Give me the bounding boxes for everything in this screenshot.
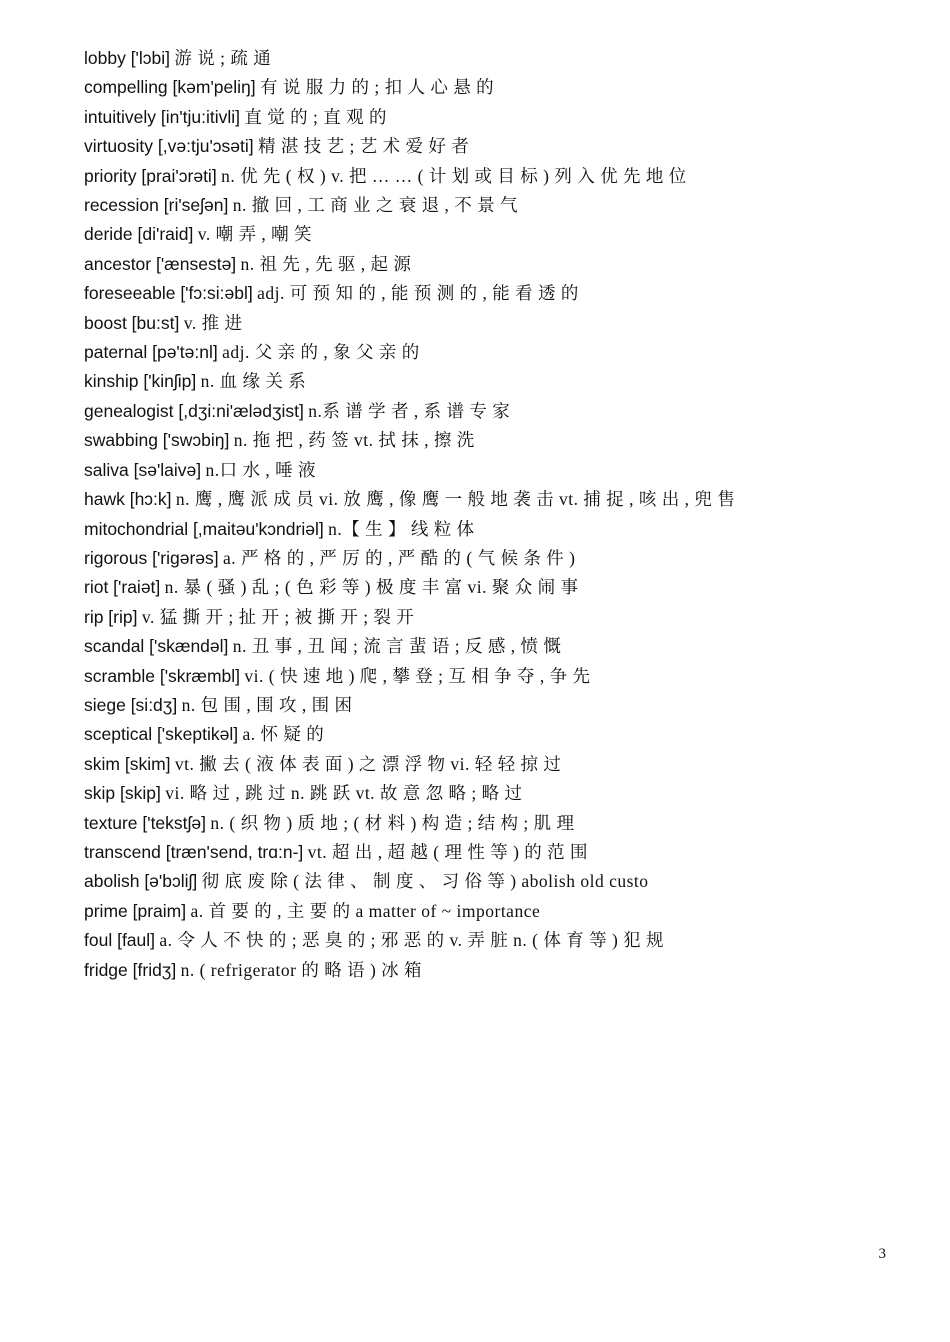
entry-headword: swabbing ['swɔbiŋ] xyxy=(84,430,230,451)
entry-definition: n. 撤 回 , 工 商 业 之 衰 退 , 不 景 气 xyxy=(232,195,518,216)
entry-headword: ancestor ['ænsestə] xyxy=(84,253,237,274)
entry-headword: scramble ['skræmbl] xyxy=(84,665,241,686)
entry-definition: n.口 水 , 唾 液 xyxy=(205,459,317,480)
entry-definition: vi. 略 过 , 跳 过 n. 跳 跃 vt. 故 意 忽 略 ; 略 过 xyxy=(165,783,523,804)
vocabulary-entry xyxy=(84,397,890,426)
entry-definition: v. 猛 撕 开 ; 扯 开 ; 被 撕 开 ; 裂 开 xyxy=(141,606,415,627)
entry-definition: v. 嘲 弄 , 嘲 笑 xyxy=(197,224,312,245)
entry-headword: hawk [hɔ:k] xyxy=(84,489,172,510)
vocabulary-entry xyxy=(84,44,890,73)
vocabulary-entry xyxy=(84,309,890,338)
vocabulary-entry xyxy=(84,426,890,455)
entry-headword: skim [skim] xyxy=(84,753,171,774)
entry-headword: prime [praim] xyxy=(84,900,187,921)
entry-definition: n. 拖 把 , 药 签 vt. 拭 抹 , 擦 洗 xyxy=(233,430,475,451)
vocabulary-entry xyxy=(84,720,890,749)
entry-definition: vt. 超 出 , 超 越 ( 理 性 等 ) 的 范 围 xyxy=(307,841,589,862)
vocabulary-entry xyxy=(84,573,890,602)
entry-definition: n. 优 先 ( 权 ) v. 把 … … ( 计 划 或 目 标 ) 列 入 优 先 地 位 xyxy=(221,165,687,186)
vocabulary-entry xyxy=(84,691,890,720)
vocabulary-entry xyxy=(84,279,890,308)
entry-headword: genealogist [,dʒi:ni'ælədʒist] xyxy=(84,400,304,421)
vocabulary-entry xyxy=(84,191,890,220)
vocabulary-entry xyxy=(84,779,890,808)
entry-headword: transcend [træn'send, trɑ:n-] xyxy=(84,841,304,862)
entry-headword: compelling [kəm'peliŋ] xyxy=(84,77,256,98)
entry-definition: n. ( 织 物 ) 质 地 ; ( 材 料 ) 构 造 ; 结 构 ; 肌 理 xyxy=(210,812,575,833)
vocabulary-list xyxy=(84,44,890,985)
entry-headword: siege [si:dʒ] xyxy=(84,694,178,715)
entry-definition: 有 说 服 力 的 ; 扣 人 心 悬 的 xyxy=(260,77,495,98)
entry-headword: skip [skip] xyxy=(84,783,161,804)
entry-definition: adj. 父 亲 的 , 象 父 亲 的 xyxy=(222,342,420,363)
entry-definition: vt. 撇 去 ( 液 体 表 面 ) 之 漂 浮 物 vi. 轻 轻 掠 过 xyxy=(174,753,562,774)
entry-headword: mitochondrial [,maitəu'kɔndriəl] xyxy=(84,518,324,539)
entry-headword: virtuosity [,və:tju'ɔsəti] xyxy=(84,136,254,157)
vocabulary-entry xyxy=(84,515,890,544)
entry-headword: abolish [ə'bɔliʃ] xyxy=(84,871,198,892)
vocabulary-entry xyxy=(84,162,890,191)
vocabulary-entry xyxy=(84,632,890,661)
vocabulary-entry xyxy=(84,603,890,632)
vocabulary-entry xyxy=(84,662,890,691)
entry-definition: a. 怀 疑 的 xyxy=(242,724,325,745)
page-number: 3 xyxy=(878,1246,886,1262)
entry-headword: foreseeable ['fɔ:si:əbl] xyxy=(84,283,253,304)
vocabulary-entry xyxy=(84,809,890,838)
vocabulary-entry xyxy=(84,750,890,779)
entry-definition: n. 丑 事 , 丑 闻 ; 流 言 蜚 语 ; 反 感 , 愤 慨 xyxy=(232,636,562,657)
entry-definition: n. 血 缘 关 系 xyxy=(200,371,307,392)
entry-definition: n. 祖 先 , 先 驱 , 起 源 xyxy=(240,253,412,274)
vocabulary-entry xyxy=(84,338,890,367)
entry-headword: boost [bu:st] xyxy=(84,312,180,333)
vocabulary-entry xyxy=(84,132,890,161)
vocabulary-entry xyxy=(84,926,890,955)
entry-headword: texture ['tekstʃə] xyxy=(84,812,207,833)
vocabulary-entry xyxy=(84,838,890,867)
entry-headword: rip [rip] xyxy=(84,606,138,627)
entry-headword: fridge [fridʒ] xyxy=(84,959,177,980)
vocabulary-entry xyxy=(84,485,890,514)
entry-definition: vi. ( 快 速 地 ) 爬 , 攀 登 ; 互 相 争 夺 , 争 先 xyxy=(244,665,591,686)
entry-definition: v. 推 进 xyxy=(183,312,243,333)
entry-headword: rigorous ['riɡərəs] xyxy=(84,547,219,568)
vocabulary-entry xyxy=(84,867,890,896)
entry-definition: 精 湛 技 艺 ; 艺 术 爱 好 者 xyxy=(258,136,470,157)
entry-headword: riot ['raiət] xyxy=(84,577,161,598)
entry-headword: paternal [pə'tə:nl] xyxy=(84,342,218,363)
entry-definition: n.系 谱 学 者 , 系 谱 专 家 xyxy=(308,400,511,421)
entry-definition: adj. 可 预 知 的 , 能 预 测 的 , 能 看 透 的 xyxy=(257,283,579,304)
entry-definition: a. 首 要 的 , 主 要 的 a matter of ~ importance xyxy=(190,900,541,921)
entry-headword: deride [di'raid] xyxy=(84,224,194,245)
entry-definition: 直 觉 的 ; 直 观 的 xyxy=(244,106,388,127)
entry-definition: a. 令 人 不 快 的 ; 恶 臭 的 ; 邪 恶 的 v. 弄 脏 n. ( 体 育 等 ) 犯 规 xyxy=(159,930,665,951)
vocabulary-entry xyxy=(84,103,890,132)
entry-definition: 游 说 ; 疏 通 xyxy=(174,48,272,68)
entry-definition: n.【 生 】 线 粒 体 xyxy=(328,518,475,539)
entry-headword: intuitively [in'tju:itivli] xyxy=(84,106,241,127)
vocabulary-entry xyxy=(84,73,890,102)
entry-definition: n. 鹰 , 鹰 派 成 员 vi. 放 鹰 , 像 鹰 一 般 地 袭 击 vt. 捕 捉 , 咳 出 , 兜 售 xyxy=(175,489,736,510)
vocabulary-entry xyxy=(84,456,890,485)
vocabulary-entry xyxy=(84,367,890,396)
entry-headword: sceptical ['skeptikəl] xyxy=(84,724,239,745)
entry-definition: n. 包 围 , 围 攻 , 围 困 xyxy=(181,694,353,715)
entry-headword: saliva [sə'laivə] xyxy=(84,459,202,480)
entry-headword: lobby ['lɔbi] xyxy=(84,48,171,68)
entry-definition: n. ( refrigerator 的 略 语 ) 冰 箱 xyxy=(180,959,423,980)
entry-headword: recession [ri'seʃən] xyxy=(84,195,229,216)
entry-definition: 彻 底 废 除 ( 法 律 、 制 度 、 习 俗 等 ) abolish old custo xyxy=(201,871,649,892)
vocabulary-entry xyxy=(84,544,890,573)
entry-headword: foul [faul] xyxy=(84,930,156,951)
vocabulary-entry xyxy=(84,220,890,249)
entry-headword: kinship ['kinʃip] xyxy=(84,371,197,392)
entry-headword: priority [prai'ɔrəti] xyxy=(84,165,217,186)
vocabulary-entry xyxy=(84,956,890,985)
vocabulary-entry xyxy=(84,250,890,279)
entry-headword: scandal ['skændəl] xyxy=(84,636,229,657)
entry-definition: n. 暴 ( 骚 ) 乱 ; ( 色 彩 等 ) 极 度 丰 富 vi. 聚 众 闹 事 xyxy=(164,577,579,598)
vocabulary-entry xyxy=(84,897,890,926)
entry-definition: a. 严 格 的 , 严 厉 的 , 严 酷 的 ( 气 候 条 件 ) xyxy=(223,547,576,568)
